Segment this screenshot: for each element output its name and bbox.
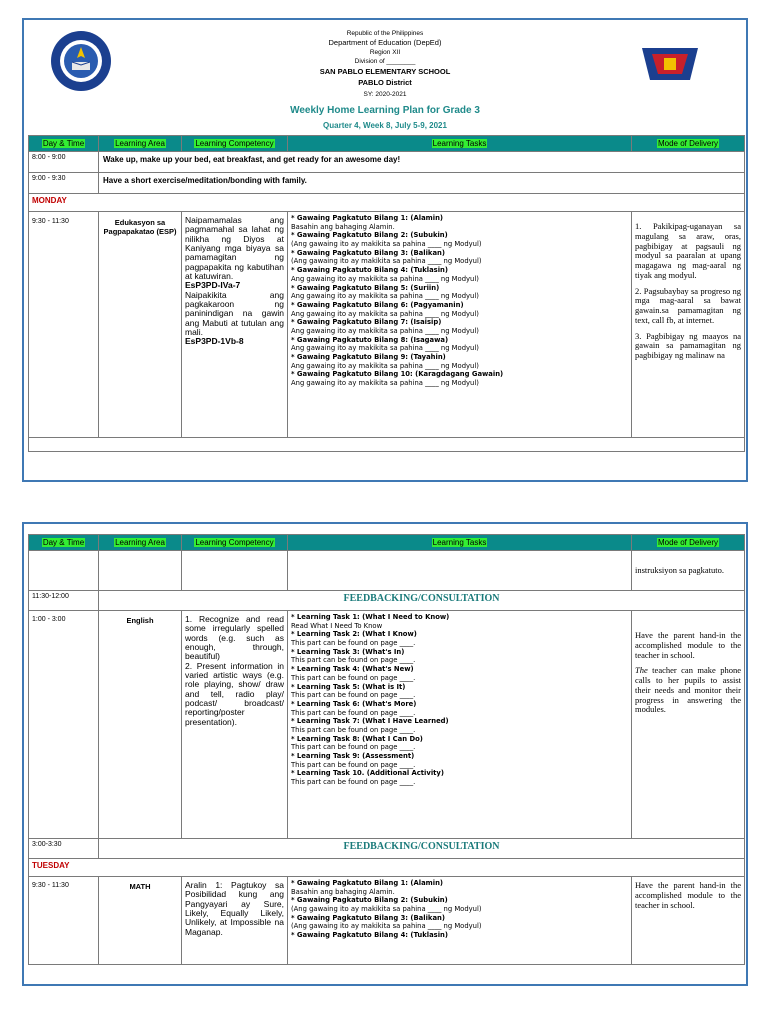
routine-cell: Have a short exercise/meditation/bonding with family.: [99, 173, 745, 194]
task-list: [291, 214, 628, 388]
time-cell: 9:30 - 11:30: [29, 877, 99, 965]
task-description: Ang gawaing ito ay makikita sa pahina ____ ng Modyul): [291, 292, 479, 301]
table-header-row: [29, 535, 745, 551]
mode-cell: [632, 212, 745, 438]
feedbacking-label: FEEDBACKING/CONSULTATION: [99, 839, 745, 859]
task-description: Basahin ang bahaging Alamin.: [291, 222, 395, 231]
region-line: Region XII: [369, 49, 401, 56]
col-day-time: Day & Time: [29, 535, 99, 551]
learning-area-cell: Edukasyon sa Pagpapakatao (ESP): [99, 212, 182, 438]
task-list: [291, 613, 628, 787]
task-heading: * Gawaing Pagkatuto Bilang 5: (Suriin): [291, 283, 440, 292]
col-mode-of-delivery: Mode of Delivery: [632, 535, 745, 551]
table-row-spacer: [29, 438, 745, 452]
mode-item: 3. Pagbibigay ng maayos na gawain sa pamamagitan ng pagbibigay ng malinaw na: [635, 330, 741, 361]
plan-table-2: [28, 534, 745, 965]
task-heading: * Gawaing Pagkatuto Bilang 9: (Tayahin): [291, 353, 446, 361]
mode-item: Have the parent hand-in the accomplished module to the teacher in school.: [635, 630, 741, 660]
plan-title: Weekly Home Learning Plan for Grade 3: [290, 105, 480, 116]
time-cell: 3:00-3:30: [29, 839, 99, 859]
task-heading: * Gawaing Pagkatuto Bilang 6: (Pagyamanin): [291, 300, 464, 309]
task-heading: * Gawaing Pagkatuto Bilang 10: (Karagdagang Gawain): [291, 370, 504, 379]
task-description: Ang gawaing ito ay makikita sa pahina ____ ng Modyul): [291, 379, 479, 388]
task-heading: * Learning Task 8: (What I Can Do): [291, 734, 423, 743]
task-description: This part can be found on page ____.: [291, 743, 416, 752]
col-learning-area: Learning Area: [99, 136, 182, 152]
task-description: This part can be found on page ____.: [291, 673, 416, 682]
competency-cell: [182, 212, 288, 438]
task-description: Basahin ang bahaging Alamin.: [291, 887, 395, 896]
competency-cell: [182, 611, 288, 839]
learning-area-cell: MATH: [99, 877, 182, 965]
mode-item: 1. Pakikipag-uganayan sa magulang sa araw, oras, pagbibigay at pagsauli ng modyul sa paaralan at upang magagawa ng mag-aaral ng tiyak ang modyul.: [635, 221, 741, 280]
tasks-cell: [288, 212, 632, 438]
school-year: SY: 2020-2021: [363, 91, 407, 98]
task-description: Read What I Need To Know: [291, 621, 383, 630]
feedbacking-label: FEEDBACKING/CONSULTATION: [99, 591, 745, 611]
school-name: SAN PABLO ELEMENTARY SCHOOL: [319, 67, 451, 76]
task-description: This part can be found on page ____.: [291, 691, 416, 700]
task-heading: * Learning Task 9: (Assessment): [291, 752, 415, 760]
task-heading: * Learning Task 3: (What's In): [291, 647, 405, 656]
task-description: This part can be found on page ____.: [291, 725, 416, 734]
table-row: [29, 591, 745, 611]
table-row: [29, 173, 745, 194]
competency-text: Naipamamalas ang pagmamahal sa lahat ng nilikha ng Diyos at Kaniyang mga biyaya sa pamamagitan ng pagpapakita ng kabutihan at katuwiran.: [185, 215, 284, 282]
col-mode-of-delivery: Mode of Delivery: [632, 136, 745, 152]
table-header-row: [29, 136, 745, 152]
task-description: (Ang gawaing ito ay makikita sa pahina ____ ng Modyul): [291, 257, 482, 266]
task-heading: * Learning Task 1: (What I Need to Know): [291, 613, 450, 621]
document-page-1: [22, 18, 748, 482]
competency-text: Naipakikita ang pagkakaroon ng paninindigan na gawin ang Mabuti at tutulan ang mali.: [185, 289, 284, 338]
task-heading: * Gawaing Pagkatuto Bilang 4: (Tuklasin): [291, 931, 448, 940]
task-description: This part can be found on page ____.: [291, 778, 416, 787]
routine-cell: Wake up, make up your bed, eat breakfast, and get ready for an awesome day!: [99, 152, 745, 173]
tasks-cell: [288, 611, 632, 839]
task-description: This part can be found on page ____.: [291, 639, 416, 648]
task-heading: * Gawaing Pagkatuto Bilang 1: (Alamin): [291, 879, 444, 887]
day-row: [29, 859, 745, 877]
time-cell: 1:00 - 3:00: [29, 611, 99, 839]
time-cell: 9:00 - 9:30: [29, 173, 99, 194]
task-heading: * Learning Task 4: (What's New): [291, 665, 414, 674]
table-row: [29, 877, 745, 965]
tasks-cell: [288, 877, 632, 965]
time-cell: 11:30-12:00: [29, 591, 99, 611]
table-row: [29, 212, 745, 438]
col-learning-tasks: Learning Tasks: [288, 535, 632, 551]
task-heading: * Gawaing Pagkatuto Bilang 3: (Balikan): [291, 248, 445, 257]
table-row: [29, 839, 745, 859]
table-row: [29, 551, 745, 591]
col-day-time: Day & Time: [29, 136, 99, 152]
task-heading: * Gawaing Pagkatuto Bilang 8: (Isagawa): [291, 335, 449, 344]
plan-subtitle: Quarter 4, Week 8, July 5-9, 2021: [323, 121, 447, 130]
task-heading: * Learning Task 5: (What is It): [291, 682, 406, 691]
time-cell: 9:30 - 11:30: [29, 212, 99, 438]
table-row: [29, 611, 745, 839]
task-heading: * Gawaing Pagkatuto Bilang 7: (Isaisip): [291, 318, 442, 327]
competency-text: 1. Recognize and read some irregularly spelled words (e.g. such as enough, through, beautiful): [185, 614, 284, 662]
document-page-2: [22, 522, 748, 986]
task-heading: * Gawaing Pagkatuto Bilang 2: (Subukin): [291, 896, 448, 905]
learning-area-cell: English: [99, 611, 182, 839]
task-heading: * Gawaing Pagkatuto Bilang 2: (Subukin): [291, 231, 448, 240]
time-cell: 8:00 - 9:00: [29, 152, 99, 173]
task-heading: * Gawaing Pagkatuto Bilang 1: (Alamin): [291, 214, 444, 222]
task-heading: * Gawaing Pagkatuto Bilang 4: (Tuklasin): [291, 266, 448, 275]
task-list: [291, 879, 628, 940]
table-row: [29, 152, 745, 173]
mode-cell: Have the parent hand-in the accomplished module to the teacher in school.: [632, 877, 745, 965]
task-description: (Ang gawaing ito ay makikita sa pahina ____ ng Modyul): [291, 922, 482, 931]
task-heading: * Learning Task 7: (What I Have Learned): [291, 717, 449, 726]
task-description: Ang gawaing ito ay makikita sa pahina ____ ng Modyul): [291, 309, 479, 318]
mode-cell: instruksiyon sa pagkatuto.: [632, 551, 745, 591]
task-heading: * Learning Task 10. (Additional Activity): [291, 769, 444, 778]
mode-cell: [632, 611, 745, 839]
col-learning-area: Learning Area: [99, 535, 182, 551]
task-heading: * Learning Task 2: (What I Know): [291, 630, 417, 639]
col-learning-competency: Learning Competency: [182, 136, 288, 152]
competency-cell: Aralin 1: Pagtukoy sa Posibilidad kung ang Pangyayari ay Sure, Likely, Equally Likely, Unlikely, at Impossible na Maganap.: [182, 877, 288, 965]
task-description: This part can be found on page ____.: [291, 708, 416, 717]
plan-table-1: [28, 135, 745, 452]
task-heading: * Learning Task 6: (What's More): [291, 699, 417, 708]
task-description: This part can be found on page ____.: [291, 760, 416, 769]
task-description: This part can be found on page ____.: [291, 656, 416, 665]
task-description: (Ang gawaing ito ay makikita sa pahina ____ ng Modyul): [291, 905, 482, 914]
competency-text: 2. Present information in varied artistic ways (e.g. role playing, show/ draw and tell, radio play/ podcast/ broadcast/ reporting/poster presentation).: [185, 660, 284, 727]
mode-item: 2. Pagsubaybay sa progreso ng mga mag-aaral sa bawat gawain.sa pamamagitan ng text, call fb, at internet.: [635, 285, 741, 325]
division-line: Division of ________: [354, 58, 416, 65]
mode-item: The teacher can make phone calls to her pupils to assist their needs and monitor their progress in answering the modules.: [635, 665, 741, 715]
department-line: Department of Education (DepEd): [328, 38, 442, 47]
district-name: PABLO District: [358, 78, 412, 87]
day-row: [29, 194, 745, 212]
day-label: TUESDAY: [29, 859, 745, 877]
day-label: MONDAY: [29, 194, 745, 212]
task-description: Ang gawaing ito ay makikita sa pahina ____ ng Modyul): [291, 361, 479, 370]
task-description: Ang gawaing ito ay makikita sa pahina ____ ng Modyul): [291, 326, 479, 335]
col-learning-tasks: Learning Tasks: [288, 136, 632, 152]
col-learning-competency: Learning Competency: [182, 535, 288, 551]
task-heading: * Gawaing Pagkatuto Bilang 3: (Balikan): [291, 913, 445, 922]
competency-code: EsP3PD-1Vb-8: [185, 336, 244, 347]
task-description: Ang gawaing ito ay makikita sa pahina ____ ng Modyul): [291, 344, 479, 353]
task-description: (Ang gawaing ito ay makikita sa pahina ____ ng Modyul): [291, 240, 482, 249]
republic-line: Republic of the Philippines: [346, 30, 424, 37]
task-description: Ang gawaing ito ay makikita sa pahina ____ ng Modyul): [291, 274, 479, 283]
competency-code: EsP3PD-IVa-7: [185, 280, 241, 291]
